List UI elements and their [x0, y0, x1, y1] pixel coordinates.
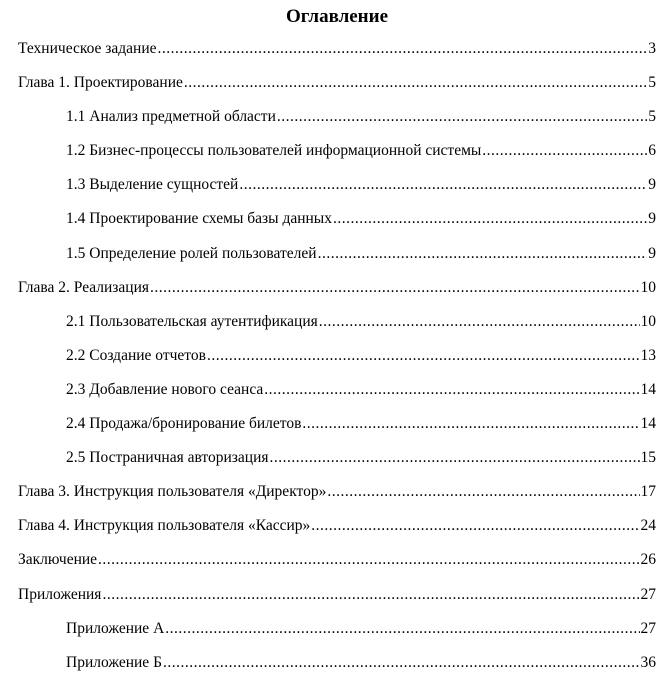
toc-dot-leader	[150, 271, 639, 305]
toc-page-number: 5	[648, 74, 656, 92]
toc-entry	[18, 202, 656, 236]
toc-page-number: 3	[648, 40, 656, 57]
toc-entry	[18, 509, 656, 543]
toc-dot-leader	[311, 509, 639, 543]
toc-page-number: 13	[640, 346, 656, 364]
toc-dot-leader	[239, 168, 647, 202]
toc-page-number: 27	[640, 619, 656, 637]
toc-dot-leader	[98, 543, 639, 577]
toc-entry-title: Глава 4. Инструкция пользователя «Кассир»	[18, 517, 311, 535]
toc-entry-title: 1.1 Анализ предметной области	[66, 108, 276, 126]
toc-entry	[18, 271, 656, 305]
toc-page-number: 6	[648, 142, 656, 160]
toc-entry-title: 2.5 Постраничная авторизация	[66, 449, 269, 467]
toc-entry-title: 1.4 Проектирование схемы базы данных	[66, 210, 332, 228]
toc-entry	[18, 543, 656, 577]
toc-entry	[18, 168, 656, 202]
toc-dot-leader	[302, 407, 639, 441]
toc-page-number: 36	[640, 653, 656, 671]
toc-page-number: 9	[648, 210, 656, 228]
toc-entry	[18, 578, 656, 612]
toc-entry	[18, 407, 656, 441]
toc-dot-leader	[327, 475, 639, 509]
toc-page-number: 14	[640, 415, 656, 433]
toc-page-number: 27	[640, 585, 656, 603]
toc-dot-leader	[158, 32, 648, 66]
toc-entry	[18, 612, 656, 646]
document-page	[0, 6, 666, 695]
toc-entry	[18, 100, 656, 134]
toc-dot-leader	[318, 237, 648, 271]
toc-entry-title: 2.2 Создание отчетов	[66, 346, 206, 364]
page-title: Оглавление	[285, 6, 389, 27]
toc-entry-title: 2.3 Добавление нового сеанса	[66, 380, 264, 398]
toc-entry	[18, 475, 656, 509]
toc-entry-title: Приложение А	[66, 619, 165, 637]
toc-dot-leader	[264, 373, 639, 407]
toc-page-number: 5	[648, 108, 656, 126]
toc-entry-title: Приложения	[18, 585, 102, 603]
toc-entry-title: Заключение	[18, 551, 98, 569]
toc-entry	[18, 134, 656, 168]
toc-entry-title: Приложение Б	[66, 653, 162, 671]
table-of-contents	[18, 32, 656, 680]
toc-page-number: 10	[640, 312, 656, 330]
toc-entry-title: 2.4 Продажа/бронирование билетов	[66, 415, 302, 433]
toc-entry	[18, 646, 656, 680]
toc-entry	[18, 373, 656, 407]
toc-entry	[18, 32, 656, 66]
toc-entry	[18, 339, 656, 373]
toc-entry-title: Техническое задание	[18, 40, 157, 57]
toc-page-number: 17	[640, 483, 656, 501]
toc-entry-title: Глава 3. Инструкция пользователя «Директор»	[18, 483, 327, 501]
toc-page-number: 10	[640, 278, 656, 296]
toc-entry-title: Глава 2. Реализация	[18, 278, 150, 296]
toc-entry-title: Глава 1. Проектирование	[18, 74, 183, 92]
toc-entry	[18, 305, 656, 339]
toc-dot-leader	[102, 578, 639, 612]
toc-page-number: 24	[640, 517, 656, 535]
toc-dot-leader	[277, 100, 647, 134]
toc-entry-title: 2.1 Пользовательская аутентификация	[66, 312, 318, 330]
toc-page-number: 26	[640, 551, 656, 569]
toc-page-number: 15	[640, 449, 656, 467]
toc-dot-leader	[333, 202, 647, 236]
toc-entry	[18, 66, 656, 100]
toc-dot-leader	[165, 612, 639, 646]
toc-dot-leader	[207, 339, 640, 373]
toc-entry-title: 1.2 Бизнес-процессы пользователей информационной системы	[66, 142, 482, 160]
toc-dot-leader	[163, 646, 640, 680]
toc-entry	[18, 441, 656, 475]
toc-dot-leader	[184, 66, 647, 100]
toc-entry-title: 1.5 Определение ролей пользователей	[66, 244, 317, 262]
toc-dot-leader	[270, 441, 640, 475]
toc-entry-title: 1.3 Выделение сущностей	[66, 176, 239, 194]
toc-page-number: 14	[640, 380, 656, 398]
toc-page-number: 9	[648, 176, 656, 194]
toc-dot-leader	[482, 134, 647, 168]
toc-dot-leader	[319, 305, 640, 339]
toc-page-number: 9	[648, 244, 656, 262]
toc-entry	[18, 237, 656, 271]
